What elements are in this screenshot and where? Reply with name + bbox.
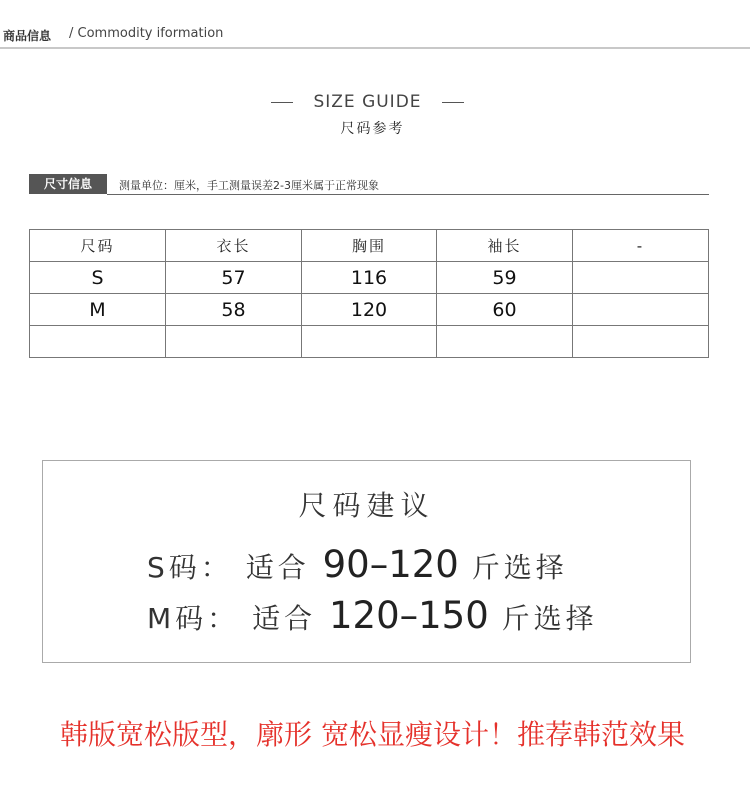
size-info-tag: 尺寸信息: [29, 174, 107, 194]
table-cell: [573, 262, 709, 294]
table-row: [30, 326, 709, 358]
table-row: [30, 262, 709, 294]
table-cell: [437, 326, 573, 358]
table-cell: 60: [437, 294, 573, 326]
table-cell: [30, 326, 166, 358]
title-dash-left: [271, 102, 293, 103]
table-cell: [166, 326, 302, 358]
table-header-cell: 尺码: [30, 230, 166, 262]
table-cell: 59: [437, 262, 573, 294]
table-header-cell: 衣长: [166, 230, 302, 262]
advice-weight-range: 120–150: [329, 594, 489, 637]
table-cell: 57: [166, 262, 302, 294]
advice-row-s: [147, 543, 568, 586]
info-rule: [107, 194, 709, 195]
size-guide-title: [0, 92, 735, 112]
table-cell: M: [30, 294, 166, 326]
header-en-label: / Commodity iformation: [69, 26, 224, 41]
size-info-bar: [29, 174, 709, 196]
advice-post: 斤选择: [501, 602, 598, 635]
advice-size-label: M码：: [147, 602, 240, 635]
table-header-cell: 胸围: [302, 230, 437, 262]
table-row: [30, 294, 709, 326]
table-cell: 116: [302, 262, 437, 294]
size-guide-title-text: SIZE GUIDE: [313, 92, 422, 112]
table-cell: 120: [302, 294, 437, 326]
table-cell: [573, 326, 709, 358]
table-header-cell: -: [573, 230, 709, 262]
table-header-row: [30, 230, 709, 262]
size-advice-box: [42, 460, 691, 663]
advice-pre: 适合: [252, 602, 317, 635]
table-header-cell: 袖长: [437, 230, 573, 262]
style-slogan: 韩版宽松版型，廓形 宽松显瘦设计！推荐韩范效果: [60, 718, 685, 751]
advice-size-label: S码：: [147, 551, 233, 584]
table-cell: [573, 294, 709, 326]
table-cell: 58: [166, 294, 302, 326]
size-guide-subtitle: 尺码参考: [340, 121, 405, 137]
table-cell: S: [30, 262, 166, 294]
title-dash-right: [442, 102, 464, 103]
table-cell: [302, 326, 437, 358]
measure-note: 测量单位：厘米，手工测量误差2-3厘米属于正常现象: [119, 179, 379, 192]
advice-pre: 适合: [245, 551, 310, 584]
advice-row-m: [147, 594, 598, 637]
advice-weight-range: 90–120: [322, 543, 459, 586]
header-cn-label: 商品信息: [3, 29, 52, 43]
header-divider: [0, 47, 750, 49]
size-table: [29, 229, 709, 358]
advice-post: 斤选择: [471, 551, 568, 584]
advice-title: 尺码建议: [298, 489, 435, 522]
commodity-info-header: [0, 0, 750, 48]
